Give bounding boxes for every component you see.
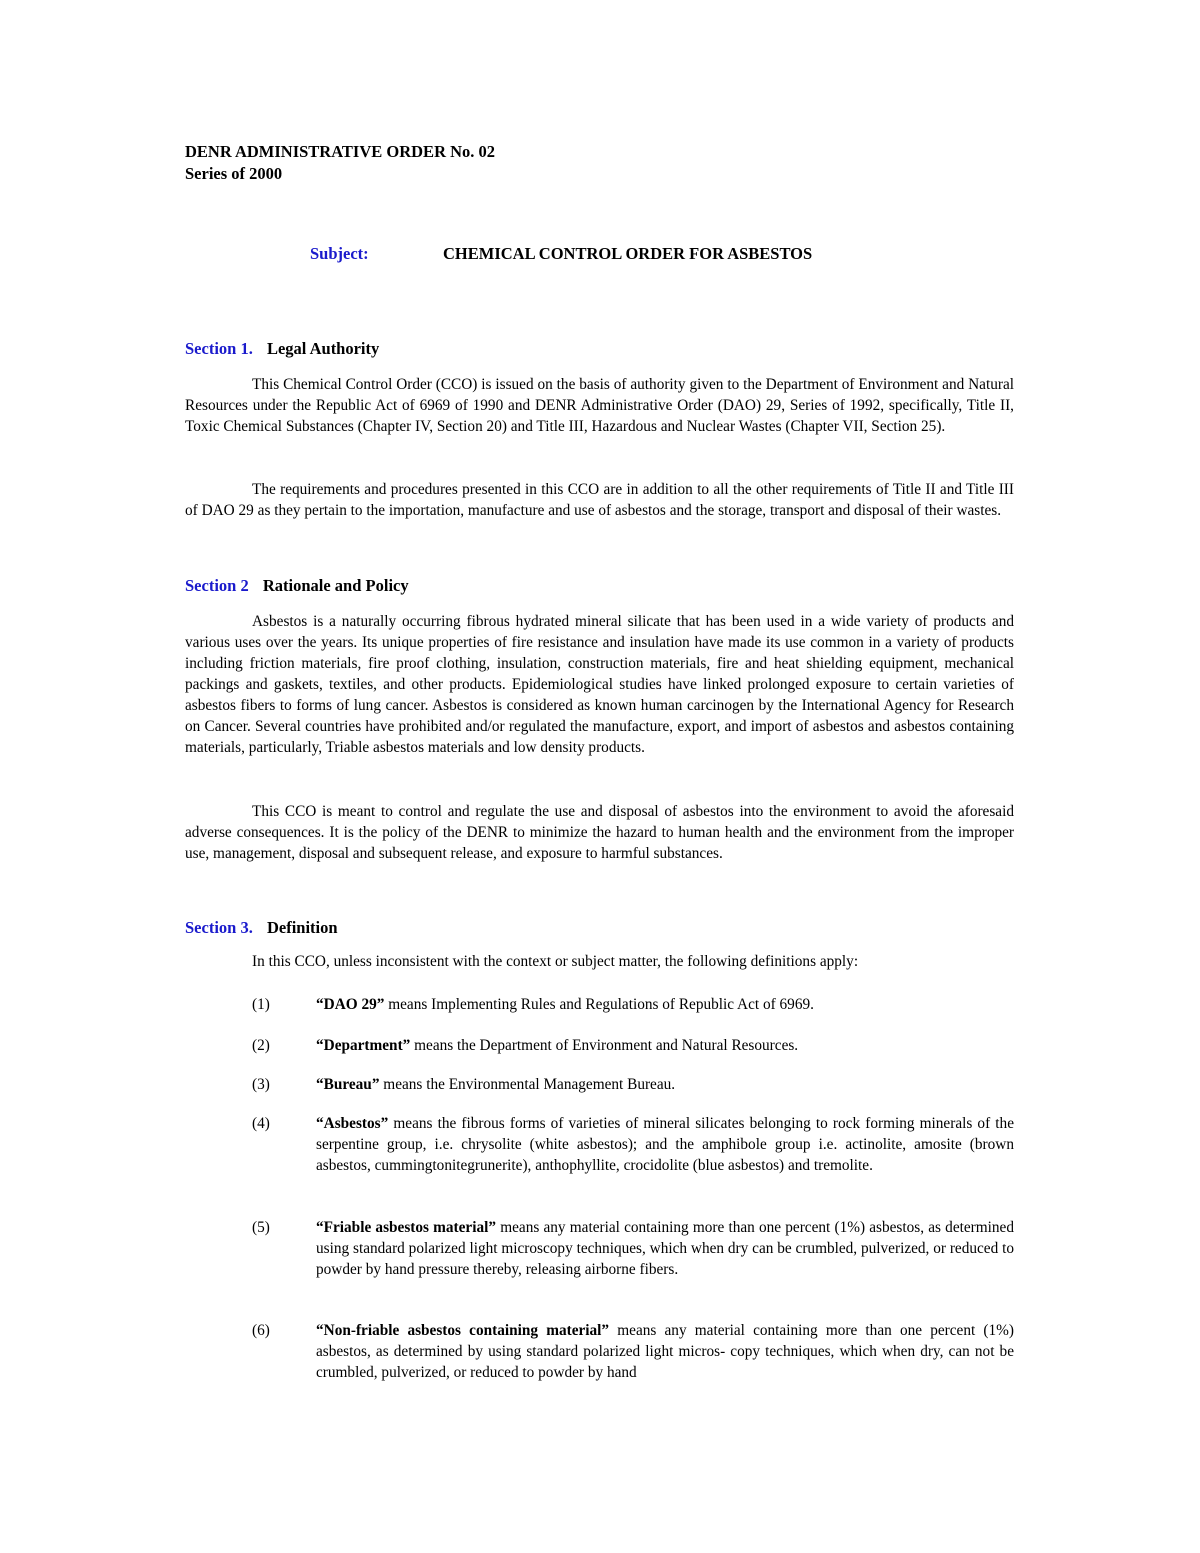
definition-term: “Bureau” <box>316 1076 380 1093</box>
section-1-paragraph-2: The requirements and procedures presented in this CCO are in addition to all the other requirements of Title II and Title III of DAO 29 as they pertain to the importation, manufacture and use of asbestos and the storage, transport and disposal of their wastes. <box>185 481 1014 519</box>
definition-text: means any material containing more than one percent (1%) asbestos, as determined by using standard polarized light micros- copy techniques, which when dry, can not be crumbled, pulverized, or reduced to powder by hand <box>316 1322 1014 1381</box>
subject-label: Subject: <box>310 244 369 263</box>
section-title: Definition <box>266 918 338 937</box>
document-header <box>185 141 495 185</box>
section-2-paragraph-2: This CCO is meant to control and regulate the use and disposal of asbestos into the environment to avoid the aforesaid adverse consequences. It is the policy of the DENR to minimize the hazard to human health and the environment from the improper use, management, disposal and subsequent release, and exposure to harmful substances. <box>185 803 1014 862</box>
definition-number: (6) <box>252 1322 270 1339</box>
definition-item <box>185 1074 1014 1095</box>
subject-value: CHEMICAL CONTROL ORDER FOR ASBESTOS <box>443 244 813 263</box>
definition-text: means the fibrous forms of varieties of mineral silicates belonging to rock forming minerals of the serpentine group, i.e. chrysolite (white asbestos); and the amphibole group i.e. actinolite, amosite (brown asbestos, cummingtonitegrunerite), anthophyllite, crocidolite (blue asbestos) and tremolite. <box>316 1115 1014 1174</box>
section-2-paragraph-1: Asbestos is a naturally occurring fibrous hydrated mineral silicate that has been used in a wide variety of products and various uses over the years. Its unique properties of fire resistance and insulation have made its use common in a variety of products including friction materials, fire proof clothing, insulation, construction materials, fire and heat shielding equipment, mechanical packings and gaskets, textiles, and other products. Epidemiological studies have linked prolonged exposure to certain varieties of asbestos fibers to forms of lung cancer. Asbestos is considered as known human carcinogen by the International Agency for Research on Cancer. Several countries have prohibited and/or regulated the manufacture, export, and import of asbestos and asbestos containing materials, particularly, Triable asbestos materials and low density products. <box>185 613 1014 756</box>
order-number: DENR ADMINISTRATIVE ORDER No. 02 <box>185 142 496 161</box>
section-3-heading <box>185 918 338 938</box>
section-1-paragraph-1: This Chemical Control Order (CCO) is issued on the basis of authority given to the Department of Environment and Natural Resources under the Republic Act of 6969 of 1990 and DENR Administrative Order (DAO) 29, Series of 1992, specifically, Title II, Toxic Chemical Substances (Chapter IV, Section 20) and Title III, Hazardous and Nuclear Wastes (Chapter VII, Section 25). <box>185 376 1014 435</box>
definition-term: “Department” <box>316 1037 411 1054</box>
definition-text: means Implementing Rules and Regulations of Republic Act of 6969. <box>384 996 814 1013</box>
definition-number: (2) <box>252 1037 270 1054</box>
section-2-heading <box>185 576 409 596</box>
order-series: Series of 2000 <box>185 164 283 183</box>
definition-term: “Friable asbestos material” <box>316 1219 497 1236</box>
definition-number: (5) <box>252 1219 270 1236</box>
definition-number: (1) <box>252 996 270 1013</box>
definition-text: means the Environmental Management Bureau. <box>379 1076 676 1093</box>
definitions-intro: In this CCO, unless inconsistent with the context or subject matter, the following definitions apply: <box>252 953 859 970</box>
definition-term: “Non-friable asbestos containing material” <box>316 1322 610 1339</box>
definition-item <box>185 1113 1014 1176</box>
section-number: Section 1. <box>185 339 253 358</box>
section-number: Section 3. <box>185 918 253 937</box>
definition-item <box>185 1320 1014 1383</box>
definition-text: means any material containing more than one percent (1%) asbestos, as determined using standard polarized light microscopy techniques, which when dry can be crumbled, pulverized, or reduced to powder by hand pressure thereby, releasing airborne fibers. <box>316 1219 1014 1278</box>
section-title: Rationale and Policy <box>262 576 409 595</box>
definition-item <box>185 1217 1014 1280</box>
section-1-heading <box>185 339 379 359</box>
section-title: Legal Authority <box>266 339 380 358</box>
definition-item <box>185 1035 1014 1056</box>
definition-number: (3) <box>252 1076 270 1093</box>
definition-text: means the Department of Environment and Natural Resources. <box>410 1037 799 1054</box>
definition-item <box>185 994 1014 1015</box>
definition-term: “Asbestos” <box>316 1115 389 1132</box>
definition-number: (4) <box>252 1115 270 1132</box>
section-number: Section 2 <box>185 576 249 595</box>
definition-term: “DAO 29” <box>316 996 385 1013</box>
